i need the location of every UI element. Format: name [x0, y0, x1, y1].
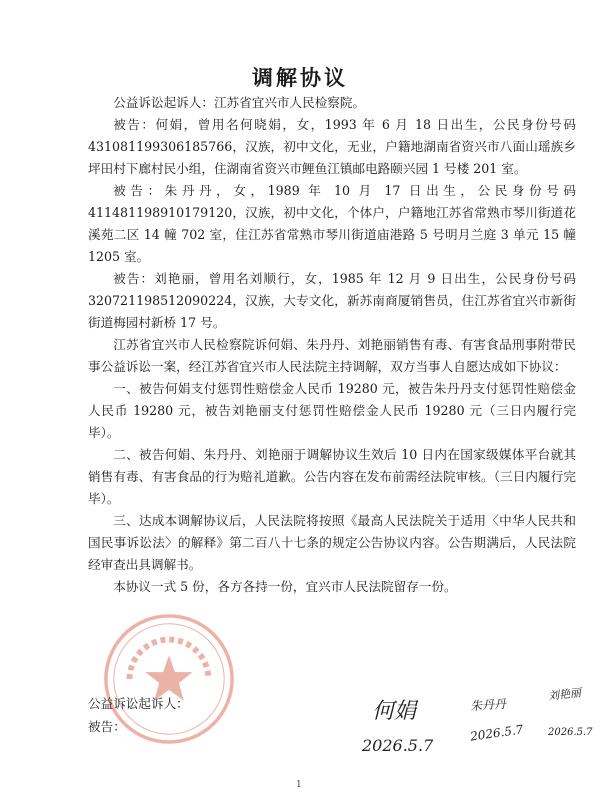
paragraph-defendant-2: 被告：朱丹丹，女，1989 年 10 月 17 日出生，公民身份号码 411481198910179120，汉族，初中文化，个体户，户籍地江苏省常熟市琴川街道花溪苑二区 14 幢 702 室，住江苏省常熟市琴川街道庙港路 5 号明月兰庭 3 单元 15 幢 1205 室。	[88, 183, 576, 264]
paragraph-copies: 本协议一式 5 份，各方各持一份，宜兴市人民法院留存一份。	[113, 579, 457, 594]
paragraph-term-3: 三、达成本调解协议后，人民法院将按照《最高人民法院关于适用〈中华人民共和国民事诉讼法〉的解释》第二百八十七条的规定公告协议内容。公告期满后，人民法院经审查出具调解书。	[88, 513, 576, 572]
document-body	[88, 92, 576, 598]
paragraph-term-1: 一、被告何娟支付惩罚性赔偿金人民币 19280 元，被告朱丹丹支付惩罚性赔偿金人民币 19280 元，被告刘艳丽支付惩罚性赔偿金人民币 19280 元（三日内履行完毕）。	[88, 381, 576, 440]
prosecutor-signature-label: 公益诉讼起诉人：	[88, 696, 189, 711]
paragraph-defendant-1: 被告：何娟，曾用名何晓娟，女，1993 年 6 月 18 日出生，公民身份号码 431081199306185766，汉族，初中文化，无业，户籍地湖南省资兴市八面山瑶族乡坪田村下廊村民小组，住湖南省资兴市鲤鱼江镇邮电路颐兴园 1 号楼 201 室。	[88, 117, 576, 176]
paragraph-term-2: 二、被告何娟、朱丹丹、刘艳丽于调解协议生效后 10 日内在国家级媒体平台就其销售有毒、有害食品的行为赔礼道歉。公告内容在发布前需经法院审核。（三日内履行完毕）。	[88, 447, 576, 506]
signature-date-1: 2026.5.7	[362, 736, 434, 755]
signature-zhu-dandan: 朱丹丹	[469, 696, 507, 714]
document-title: 调解协议	[252, 65, 348, 90]
page-number: 1	[296, 780, 302, 790]
paragraph-defendant-3: 被告：刘艳丽，曾用名刘顺行，女，1985 年 12 月 9 日出生，公民身份号码 320721198512090224，汉族，大专文化，新苏南商厦销售员，住江苏省宜兴市新街街道梅园村新桥 17 号。	[88, 271, 576, 330]
paragraph-prosecutor: 公益诉讼起诉人：江苏省宜兴市人民检察院。	[113, 95, 366, 110]
signature-liu-yanli: 刘艳丽	[547, 686, 582, 703]
defendant-signature-label: 被告：	[88, 719, 126, 734]
signature-he-juan: 何娟	[372, 699, 417, 724]
paragraph-case-summary: 江苏省宜兴市人民检察院诉何娟、朱丹丹、刘艳丽销售有毒、有害食品刑事附带民事公益诉讼一案，经江苏省宜兴市人民法院主持调解，双方当事人自愿达成如下协议：	[88, 337, 576, 374]
signature-date-2: 2026.5.7	[469, 722, 525, 744]
signature-date-3: 2026.5.7	[548, 727, 593, 738]
